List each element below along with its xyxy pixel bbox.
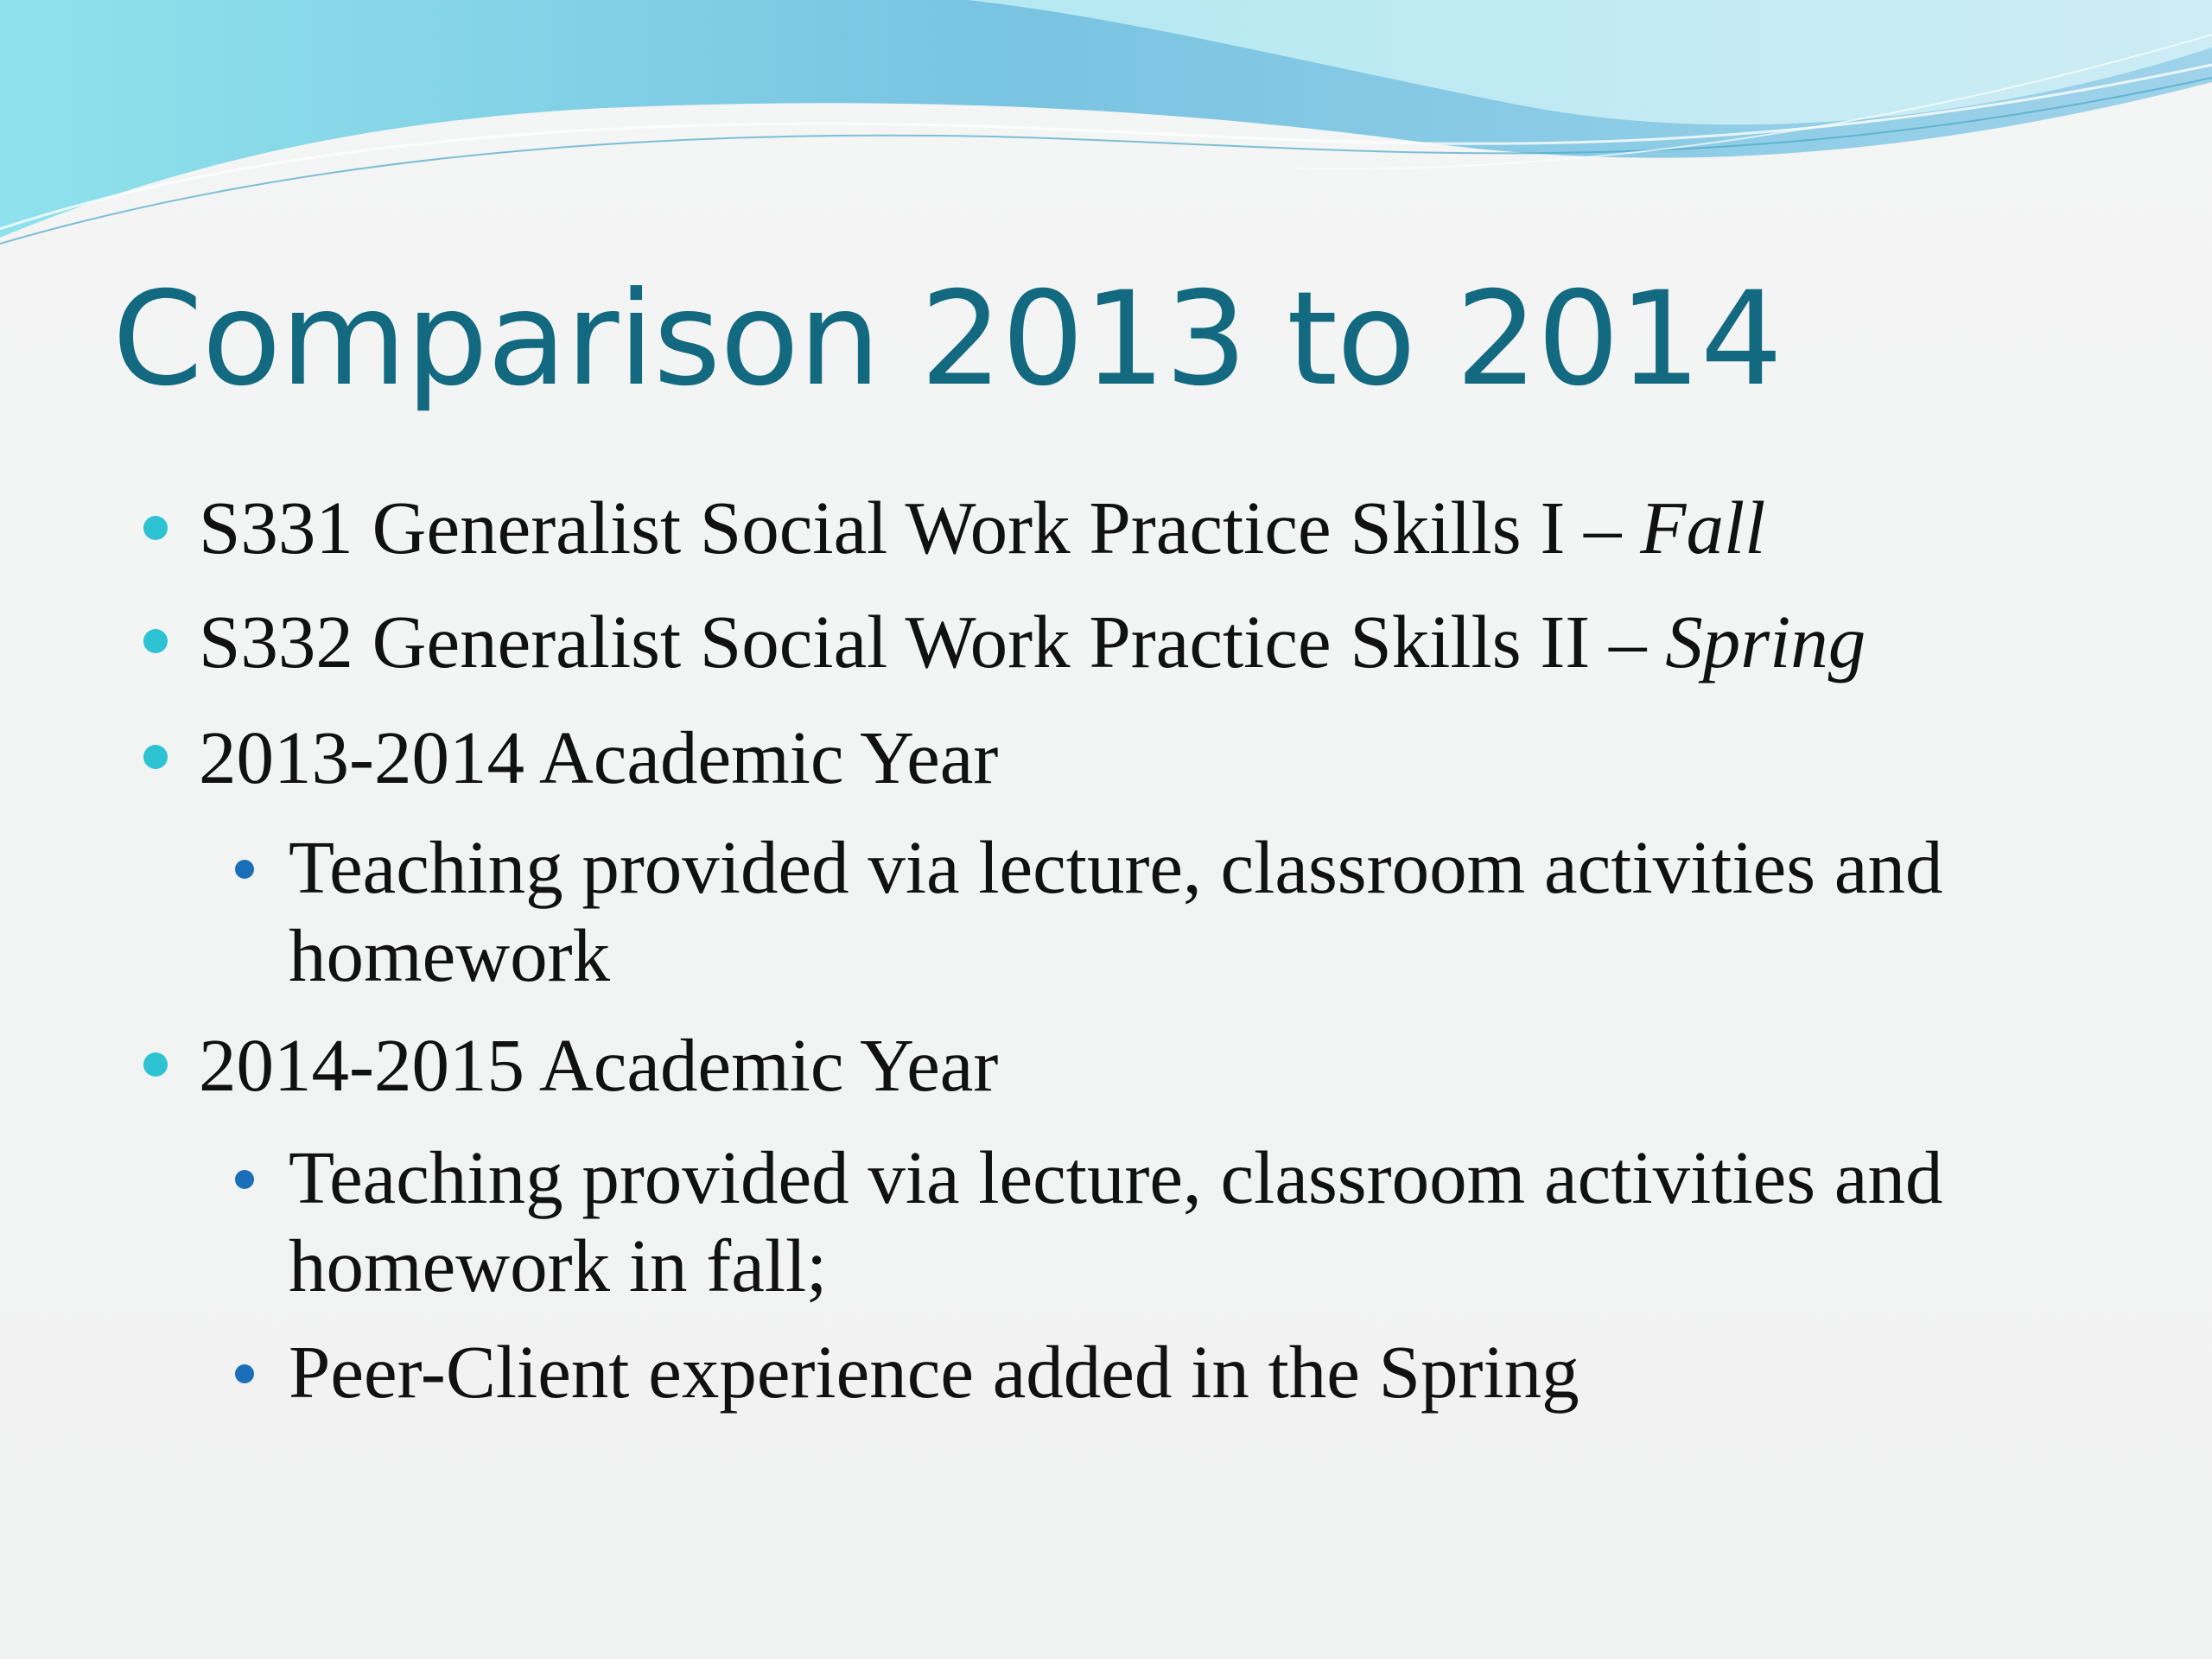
list-item-text: S331 Generalist Social Work Practice Skills I – — [199, 486, 1641, 569]
list-item-emphasis: Spring — [1665, 600, 1866, 683]
bullet-dot — [143, 1052, 168, 1077]
sub-list-item-line: Teaching provided via lecture, classroom activities and — [289, 825, 1943, 909]
sub-bullet-dot — [235, 1170, 254, 1189]
list-item — [199, 484, 1765, 572]
list-item-text: S332 Generalist Social Work Practice Skills II – — [199, 600, 1666, 683]
sub-list-item-line: homework — [289, 913, 611, 997]
bullet-dot — [143, 745, 168, 769]
sub-list-item-line: Teaching provided via lecture, classroom activities and — [289, 1135, 1943, 1219]
sub-bullet-dot — [235, 860, 254, 879]
sub-list-item-line: Peer-Client experience added in the Spring — [289, 1330, 1580, 1414]
sub-list-item-line: homework in fall; — [289, 1224, 828, 1307]
bullet-dot — [143, 629, 168, 653]
list-item — [199, 598, 1866, 686]
slide-title: Comparison 2013 to 2014 — [112, 264, 1783, 415]
list-item: 2013-2014 Academic Year — [199, 715, 999, 799]
bullet-dot — [143, 516, 168, 540]
list-item: 2014-2015 Academic Year — [199, 1023, 999, 1107]
list-item-emphasis: Fall — [1640, 486, 1766, 569]
sub-bullet-dot — [235, 1364, 254, 1383]
